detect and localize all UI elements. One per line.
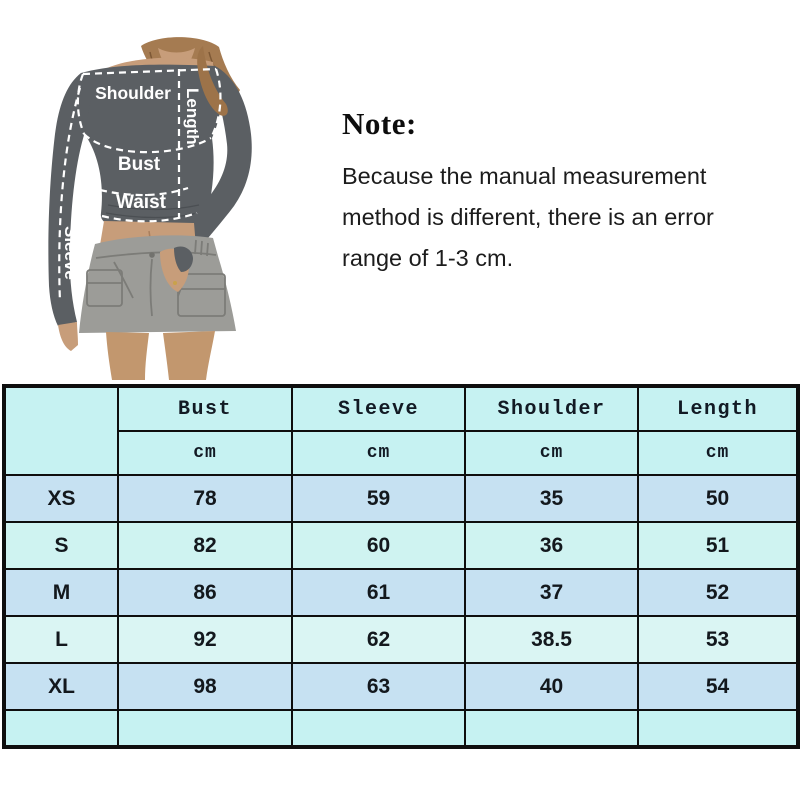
- size-label-s: S: [4, 522, 118, 569]
- size-table: [2, 384, 800, 749]
- length-label: Length: [183, 88, 202, 145]
- model-photo-svg: [0, 0, 340, 380]
- cell-m-sleeve: 61: [292, 569, 465, 616]
- size-row-xs: [4, 475, 798, 522]
- empty-cell: [638, 710, 798, 747]
- cell-xs-shoulder: 35: [465, 475, 638, 522]
- cell-s-bust: 82: [118, 522, 292, 569]
- cell-xs-bust: 78: [118, 475, 292, 522]
- column-header-length: Length: [638, 386, 798, 431]
- column-header-sleeve: Sleeve: [292, 386, 465, 431]
- unit-cell-sleeve: cm: [292, 431, 465, 475]
- empty-row: [4, 710, 798, 747]
- header-row: [4, 386, 798, 431]
- size-row-s: [4, 522, 798, 569]
- cell-xl-sleeve: 63: [292, 663, 465, 710]
- cell-xl-shoulder: 40: [465, 663, 638, 710]
- size-label-xs: XS: [4, 475, 118, 522]
- cell-l-shoulder: 38.5: [465, 616, 638, 663]
- cell-xl-bust: 98: [118, 663, 292, 710]
- size-row-m: [4, 569, 798, 616]
- cell-l-sleeve: 62: [292, 616, 465, 663]
- note-body: Because the manual measurement method is different, there is an error range of 1-3 cm.: [342, 163, 714, 271]
- shoulder-label: Shoulder: [95, 83, 171, 103]
- note-title: Note:: [342, 106, 417, 141]
- empty-cell: [118, 710, 292, 747]
- empty-cell: [292, 710, 465, 747]
- cell-xs-sleeve: 59: [292, 475, 465, 522]
- cell-m-bust: 86: [118, 569, 292, 616]
- empty-cell: [465, 710, 638, 747]
- unit-cell-bust: cm: [118, 431, 292, 475]
- cell-xs-length: 50: [638, 475, 798, 522]
- column-header-shoulder: Shoulder: [465, 386, 638, 431]
- corner-cell: [4, 386, 118, 475]
- size-row-xl: [4, 663, 798, 710]
- cell-s-shoulder: 36: [465, 522, 638, 569]
- size-label-l: L: [4, 616, 118, 663]
- cell-m-shoulder: 37: [465, 569, 638, 616]
- unit-cell-length: cm: [638, 431, 798, 475]
- size-label-m: M: [4, 569, 118, 616]
- note-section: [342, 106, 770, 279]
- ring: [173, 281, 177, 285]
- cell-xl-length: 54: [638, 663, 798, 710]
- cell-s-sleeve: 60: [292, 522, 465, 569]
- column-header-bust: Bust: [118, 386, 292, 431]
- unit-row: [4, 431, 798, 475]
- sleeve-label: Sleeve: [61, 226, 80, 280]
- left-leg: [106, 332, 149, 380]
- waist-label: Waist: [116, 192, 166, 213]
- cell-s-length: 51: [638, 522, 798, 569]
- size-row-l: [4, 616, 798, 663]
- cargo-skirt: [79, 235, 236, 333]
- cell-l-length: 53: [638, 616, 798, 663]
- bust-label: Bust: [117, 154, 161, 175]
- product-photo: [0, 0, 340, 380]
- empty-cell: [4, 710, 118, 747]
- skirt-button: [149, 252, 155, 258]
- cell-l-bust: 92: [118, 616, 292, 663]
- size-label-xl: XL: [4, 663, 118, 710]
- cell-m-length: 52: [638, 569, 798, 616]
- unit-cell-shoulder: cm: [465, 431, 638, 475]
